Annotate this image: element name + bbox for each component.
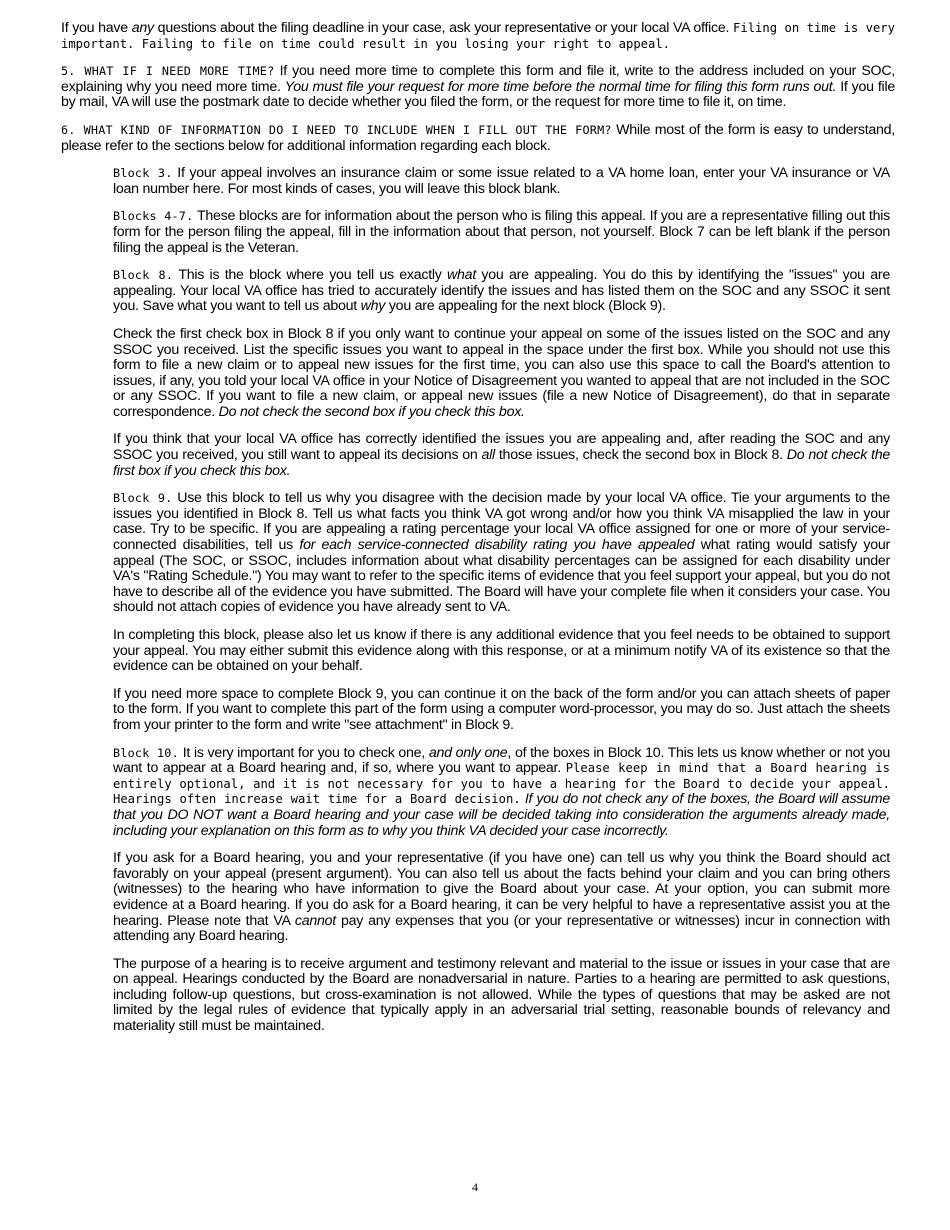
section-heading-5: 5. WHAT IF I NEED MORE TIME? bbox=[61, 64, 275, 79]
block-label: Block 9. bbox=[113, 491, 173, 506]
block-label: Block 3. bbox=[113, 166, 173, 181]
information-paragraph: 6. WHAT KIND OF INFORMATION DO I NEED TO INCLUDE WHEN I FILL OUT THE FORM? While most of the form is easy to understand, please refer to the sections below for additional information regarding each block. bbox=[61, 121, 896, 154]
block-8-second-box-paragraph: If you think that your local VA office has correctly identified the issues you are appealing and, after reading the SOC and any SSOC you received, you still want to appeal its decisions on all those issues, check the second box in Block 8. Do not check the first box if you check this box. bbox=[113, 431, 890, 479]
block-8-first-box-paragraph: Check the first check box in Block 8 if you only want to continue your appeal on some of the issues listed on the SOC and any SSOC you received. List the specific issues you want to appeal in the space under the first box. While you should not use this form to file a new claim or to appeal new issues for the first time, you can also use this space to call the Board's attention to issues, if any, you told your local VA office in your Notice of Disagreement you wanted to appeal that are not included in the SOC or any SSOC. If you want to file a new claim, or appeal new issues (file a new Notice of Disagreement), do that in separate correspondence. Do not check the second box if you check this box. bbox=[113, 325, 890, 420]
block-label: Blocks 4-7. bbox=[113, 209, 194, 224]
more-time-paragraph: 5. WHAT IF I NEED MORE TIME? If you need more time to complete this form and file it, write to the address included on your SOC, explaining why you need more time. You must file your request for more time before the normal time for filing this form runs out. If you file by mail, VA will use the postmark date to decide whether you filed the form, or the request for more time to file it, on time. bbox=[61, 63, 896, 111]
page-number: 4 bbox=[472, 1180, 478, 1194]
blocks-4-7-paragraph: Blocks 4-7. These blocks are for information about the person who is filing this appeal. If you are a representative filling out this form for the person filing the appeal, fill in the information about that person, not yourself. Block 7 can be left blank if the person filing the appeal is the Veteran. bbox=[113, 208, 891, 256]
document-page bbox=[61, 21, 895, 1047]
block-3-paragraph: Block 3. If your appeal involves an insurance claim or some issue related to a VA home loan, enter your VA insurance or VA loan number here. For most kinds of cases, you will leave this block blank. bbox=[113, 165, 890, 197]
board-hearing-paragraph: If you ask for a Board hearing, you and your representative (if you have one) can tell us why you think the Board should act favorably on your appeal (present argument). You can also tell us about the facts behind your claim and you can bring others (witnesses) to the hearing who have information to give the Board about your case. At your option, you can submit more evidence at a Board hearing. If you do ask for a Board hearing, it can be very helpful to have a representative assist you at the hearing. Please note that VA cannot pay any expenses that you (or your representative or witnesses) incur in connection with attending any Board hearing. bbox=[113, 850, 891, 945]
block-label: Block 8. bbox=[113, 268, 174, 283]
block-9-paragraph: Block 9. Use this block to tell us why you disagree with the decision made by your local VA office. Tie your arguments to the issues you identified in Block 8. Tell us what facts you think VA got wrong and/or how you think VA misapplied the law in your case. Try to be specific. If you are appealing a rating percentage your local VA office assigned for one or more of your service-connected disabilities, tell us for each service-connected disability rating you have appealed what rating would satisfy your appeal (The SOC, or SSOC, includes information about what disability percentages can be assigned for each disability under VA's "Rating Schedule.") You may want to refer to the specific items of evidence that you feel support your appeal, but you do not have to describe all of the evidence you have submitted. The Board will have your complete file when it considers your case. You should not attach copies of evidence you have already sent to VA. bbox=[113, 490, 890, 616]
block-10-paragraph: Block 10. It is very important for you to check one, and only one, of the boxes in Block 10. This lets us know whether or not you want to appear at a Board hearing and, if so, where you want to appear. Please keep in mind that a Board hearing is entirely optional, and it is not necessary for you to have a hearing for the Board to decide your appeal. Hearings often increase wait time for a Board decision. If you do not check any of the boxes, the Board will assume that you DO NOT want a Board hearing and your case will be decided taking into consideration the arguments already made, including your explanation on this form as to why you think VA decided your case incorrectly. bbox=[113, 744, 890, 839]
hearing-purpose-paragraph: The purpose of a hearing is to receive argument and testimony relevant and material to the issue or issues in your case that are on appeal. Hearings conducted by the Board are nonadversarial in nature. Parties to a hearing are permitted to ask questions, including follow-up questions, but cross-examination is not allowed. While the types of questions that may be asked are not limited by the legal rules of evidence that typically apply in an adversarial trial setting, reasonable bounds of relevancy and materiality still must be maintained. bbox=[113, 955, 890, 1035]
block-9-evidence-paragraph: In completing this block, please also let us know if there is any additional evidence that you feel needs to be obtained to support your appeal. You may either submit this evidence along with this response, or at a minimum notify VA of its existence so that the evidence can be obtained on your behalf. bbox=[113, 627, 890, 675]
block-9-space-paragraph: If you need more space to complete Block 9, you can continue it on the back of the form and/or you can attach sheets of paper to the form. If you want to complete this part of the form using a computer word-processor, you may do so. Just attach the sheets from your printer to the form and write "see attachment" in Block 9. bbox=[113, 685, 890, 733]
block-8-paragraph: Block 8. This is the block where you tell us exactly what you are appealing. You do this by identifying the "issues" you are appealing. Your local VA office has tried to accurately identify the issues and has listed them on the SOC and any SSOC it sent you. Save what you want to tell us about why you are appealing for the next block (Block 9). bbox=[113, 267, 890, 315]
block-label: Block 10. bbox=[113, 745, 179, 760]
filing-deadline-paragraph: If you have any questions about the filing deadline in your case, ask your representative or your local VA office. Filing on time is very important. Failing to file on time could result in you losing your right to appeal. bbox=[61, 20, 895, 51]
section-heading-6: 6. WHAT KIND OF INFORMATION DO I NEED TO INCLUDE WHEN I FILL OUT THE FORM? bbox=[61, 122, 612, 137]
